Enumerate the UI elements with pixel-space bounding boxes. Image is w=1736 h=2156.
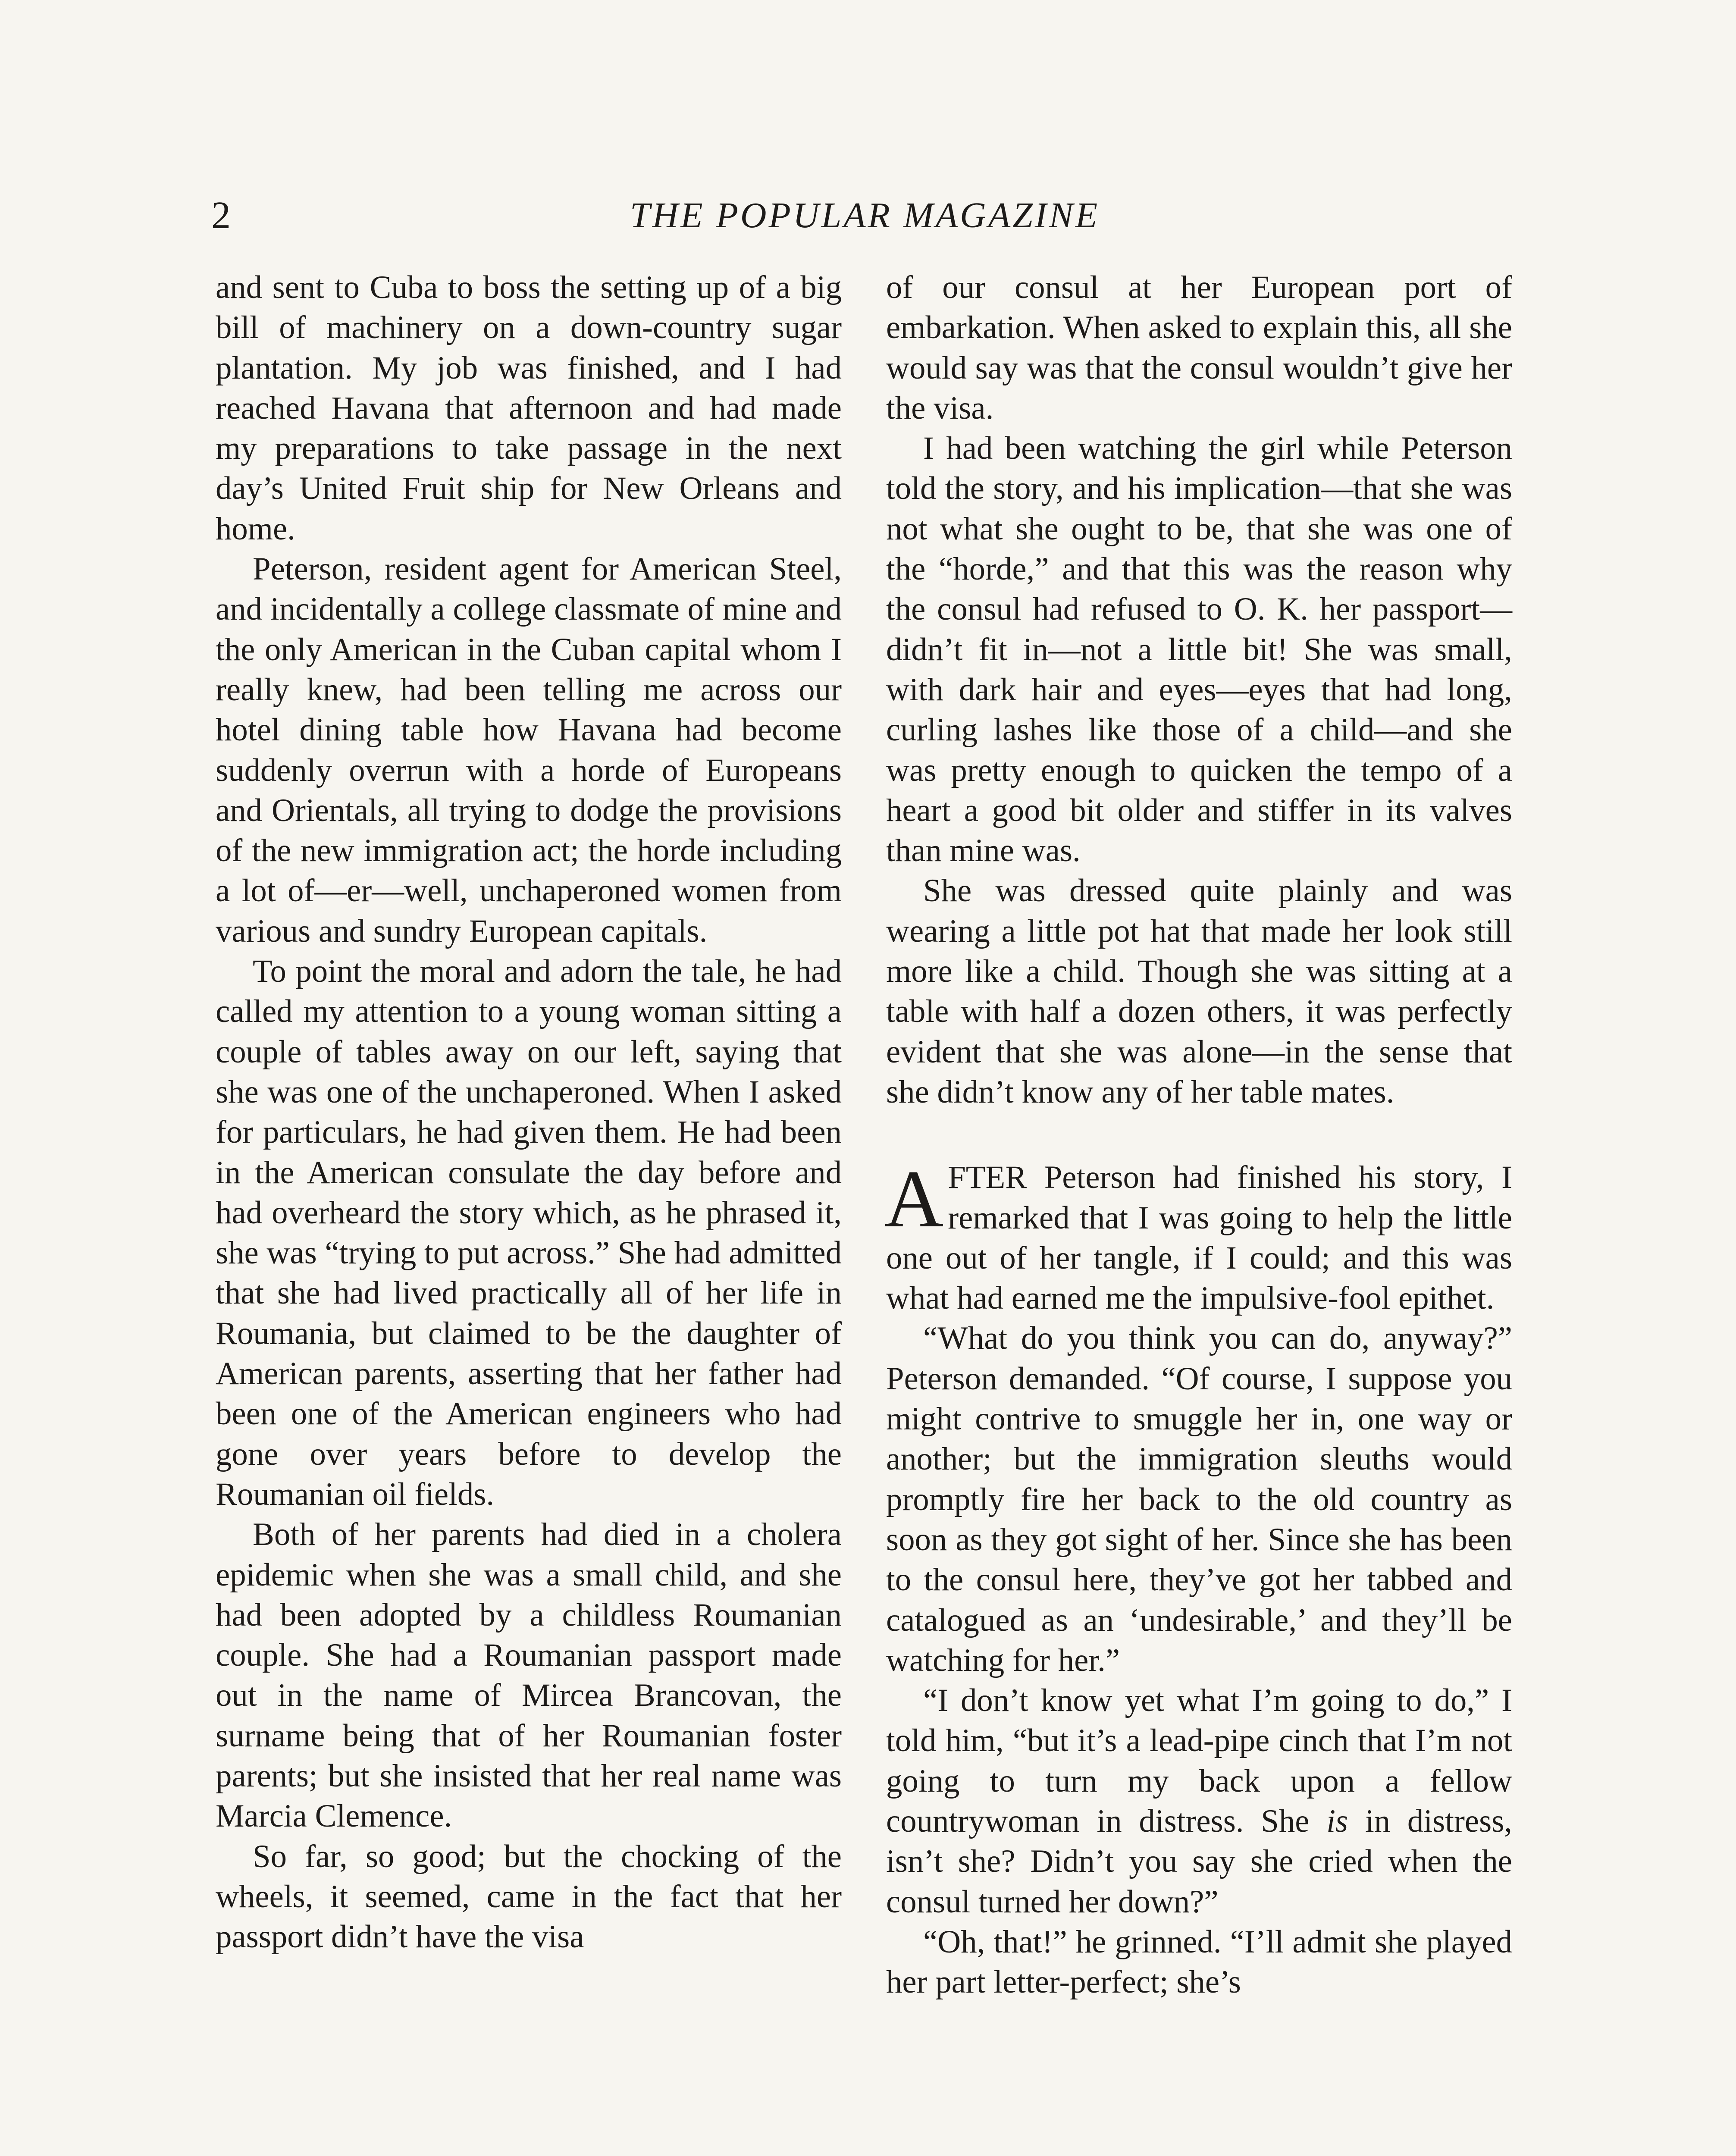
paragraph: Both of her parents had died in a cholera epidemic when she was a small child, and she had been adopted by a childless Roumanian couple. She had a Roumanian passport made out in the name of Mircea Brancovan, the surname being that of her Roumanian foster parents; but she insisted that her real name was Marcia Clemence. <box>216 1517 842 1834</box>
paragraph: and sent to Cuba to boss the setting up of a big bill of machinery on a down-country sugar plantation. My job was finished, and I had reached Havana that afternoon and had made my preparations to take passage in the next day’s United Fruit ship for New Orleans and home. <box>216 270 842 547</box>
page-header <box>211 192 1518 239</box>
paragraph: Peterson, resident agent for American Steel, and incidentally a college classmate of mine and the only American in the Cuban capital whom I really knew, had been telling me across our hotel dining table how Havana had become suddenly overrun with a horde of Europeans and Orientals, all trying to dodge the provisions of the new immigration act; the horde including a lot of—er—well, unchaperoned women from various and sundry European capitals. <box>216 551 842 949</box>
paragraph-text: in distress, isn’t she? Didn’t you say she cried when the consul turned her down?” <box>886 1803 1513 1920</box>
running-head: THE POPULAR MAGAZINE <box>630 195 1100 235</box>
section-break <box>886 1112 1512 1157</box>
emphasis-word: is <box>1326 1803 1348 1839</box>
paragraph <box>886 1680 1512 1922</box>
opening-small-caps: FTER <box>948 1159 1027 1196</box>
right-column <box>886 267 1512 2002</box>
left-column <box>216 267 842 1957</box>
paragraph: So far, so good; but the chocking of the wheels, it seemed, came in the fact that her passport didn’t have the visa <box>216 1838 842 1955</box>
paragraph: To point the moral and adorn the tale, he had called my attention to a young woman sitting a couple of tables away on our left, saying that she was one of the unchaperoned. When I asked for particulars, he had given them. He had been in the American consulate the day before and had overheard the story which, as he phrased it, she was “trying to put across.” She had admitted that she had lived practically all of her life in Roumania, but claimed to be the daughter of American parents, asserting that her father had been one of the American engineers who had gone over years before to develop the Roumanian oil fields. <box>216 953 842 1512</box>
dropcap-paragraph <box>884 1154 1512 1318</box>
paragraph: She was dressed quite plainly and was wearing a little pot hat that made her look still more like a child. Though she was sitting at a table with half a dozen others, it was perfectly evident that she was alone—in the sense that she didn’t know any of her table mates. <box>886 873 1512 1110</box>
paragraph: I had been watching the girl while Peterson told the story, and his implication—that she was not what she ought to be, that she was one of the “horde,” and that this was the reason why the consul had refused to O. K. her passport—didn’t fit in—not a little bit! She was small, with dark hair and eyes—eyes that had long, curling lashes like those of a child—and she was pretty enough to quicken the tempo of a heart a good bit older and stiffer in its valves than mine was. <box>886 430 1512 869</box>
dropcap-paragraph-text: Peterson had finished his story, I remarked that I was going to help the little one out of her tangle, if I could; and this was what had earned me the impulsive-fool epithet. <box>886 1159 1512 1316</box>
paragraph: “Oh, that!” he grinned. “I’ll admit she played her part letter-perfect; she’s <box>886 1924 1512 2000</box>
page-number: 2 <box>211 194 231 237</box>
paragraph-text: “I don’t know yet what I’m going to do,” I told him, “but it’s a lead-pipe cinch that I’m not going to turn my back upon a fellow countrywoman in distress. She <box>886 1683 1512 1839</box>
paragraph: “What do you think you can do, anyway?” Peterson demanded. “Of course, I suppose you might contrive to smuggle her in, one way or another; but the immigration sleuths would promptly fire her back to the old country as soon as they got sight of her. Since she has been to the consul here, they’ve got her tabbed and catalogued as an ‘undesirable,’ and they’ll be watching for her.” <box>886 1320 1512 1678</box>
paragraph: of our consul at her European port of embarkation. When asked to explain this, all she would say was that the consul wouldn’t give her the visa. <box>886 270 1512 426</box>
drop-cap: A <box>884 1154 944 1245</box>
